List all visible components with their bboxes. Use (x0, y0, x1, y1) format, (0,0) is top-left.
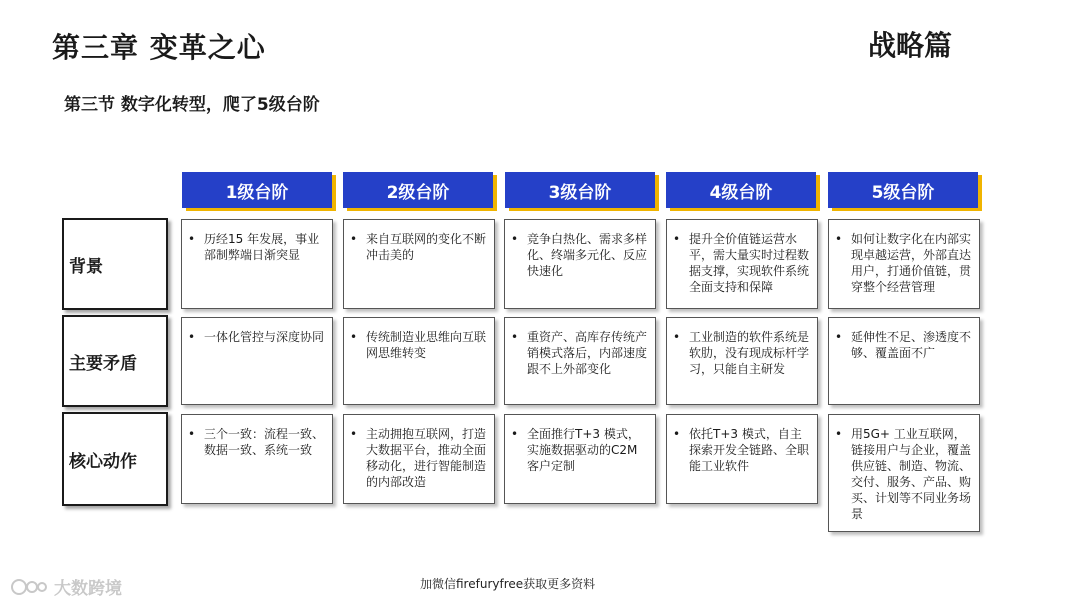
bullet-icon: • (350, 427, 358, 441)
table-cell (181, 414, 333, 504)
table-cell (666, 317, 818, 405)
cell-text: 竞争白热化、需求多样化、终端多元化、反应快速化 (527, 232, 648, 278)
bullet-icon: • (188, 330, 196, 344)
column-header-level-3: 3级台阶 (505, 172, 655, 208)
table-cell (181, 219, 333, 309)
bullet-icon: • (835, 330, 843, 344)
bullet-icon: • (673, 330, 681, 344)
table-cell (343, 414, 495, 504)
cell-text: 来自互联网的变化不断冲击美的 (366, 232, 487, 262)
watermark-logo-icon (10, 577, 50, 597)
column-header-level-4: 4级台阶 (666, 172, 816, 208)
cell-text: 主动拥抱互联网，打造大数据平台，推动全面移动化，进行智能制造的内部改造 (366, 427, 487, 489)
row-label-background: 背景 (62, 218, 168, 310)
cell-text: 重资产、高库存传统产销模式落后，内部速度跟不上外部变化 (527, 330, 648, 376)
section-tag: 战略篇 (868, 29, 953, 62)
cell-text: 传统制造业思维向互联网思维转变 (366, 330, 487, 360)
cell-text: 历经15 年发展，事业部制弊端日渐突显 (204, 232, 320, 262)
table-cell (666, 219, 818, 309)
bullet-icon: • (511, 427, 519, 441)
cell-text: 一体化管控与深度协同 (204, 330, 325, 344)
watermark (10, 574, 122, 599)
bullet-icon: • (511, 232, 519, 246)
bullet-icon: • (673, 232, 681, 246)
table-cell (828, 414, 980, 532)
cell-text: 延伸性不足、渗透度不够、覆盖面不广 (851, 330, 972, 360)
cell-text: 用5G+ 工业互联网，链接用户与企业，覆盖供应链、制造、物流、交付、服务、产品、购买、计划等不同业务场景 (851, 427, 972, 521)
bullet-icon: • (673, 427, 681, 441)
column-header-level-2: 2级台阶 (343, 172, 493, 208)
page-subtitle: 第三节 数字化转型，爬了5级台阶 (64, 95, 320, 115)
watermark-text: 大数跨境 (54, 579, 122, 599)
table-cell (828, 219, 980, 309)
table-cell (504, 317, 656, 405)
row-label-main-contradiction: 主要矛盾 (62, 315, 168, 407)
table-cell (343, 317, 495, 405)
bullet-icon: • (511, 330, 519, 344)
column-header-level-1: 1级台阶 (182, 172, 332, 208)
cell-text: 提升全价值链运营水平，需大量实时过程数据支撑，实现软件系统全面支持和保障 (689, 232, 810, 294)
footer-note: 加微信firefuryfree获取更多资料 (420, 577, 596, 591)
table-cell (504, 414, 656, 504)
row-label-core-actions: 核心动作 (62, 412, 168, 506)
cell-text: 如何让数字化在内部实现卓越运营，外部直达用户，打通价值链，贯穿整个经营管理 (851, 232, 972, 294)
table-cell (828, 317, 980, 405)
table-cell (181, 317, 333, 405)
table-cell (504, 219, 656, 309)
table-cell (666, 414, 818, 504)
bullet-icon: • (350, 232, 358, 246)
table-cell (343, 219, 495, 309)
cell-text: 三个一致：流程一致、数据一致、系统一致 (204, 427, 325, 457)
cell-text: 工业制造的软件系统是软肋，没有现成标杆学习，只能自主研发 (689, 330, 810, 376)
bullet-icon: • (350, 330, 358, 344)
column-header-level-5: 5级台阶 (828, 172, 978, 208)
bullet-icon: • (188, 427, 196, 441)
bullet-icon: • (835, 427, 843, 441)
cell-text: 全面推行T+3 模式，实施数据驱动的C2M 客户定制 (527, 427, 640, 473)
cell-text: 依托T+3 模式，自主探索开发全链路、全职能工业软件 (689, 427, 810, 473)
bullet-icon: • (835, 232, 843, 246)
bullet-icon: • (188, 232, 196, 246)
page-title: 第三章 变革之心 (52, 31, 266, 64)
